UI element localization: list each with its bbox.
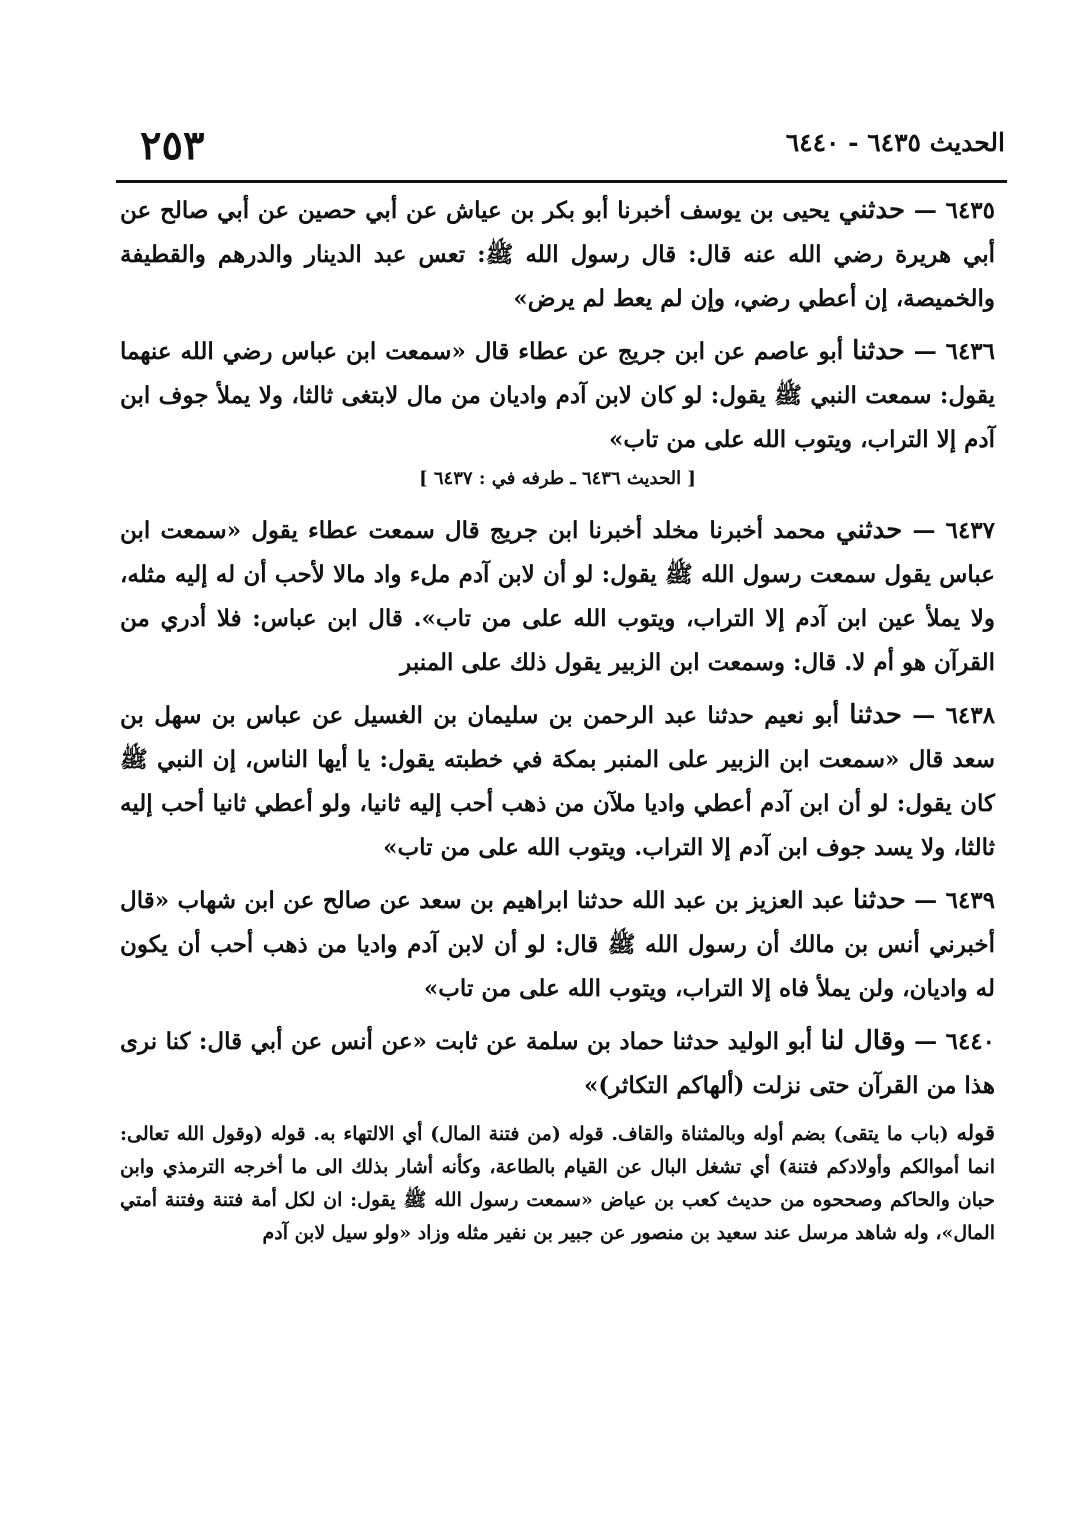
hadith-lead-word: حدثني — [835, 515, 903, 545]
hadith-lead-word: وقال لنا — [820, 1026, 906, 1056]
hadith-text: عبد العزيز بن عبد الله حدثنا ابراهيم بن سعد عن صالح عن ابن شهاب «قال أخبرني أنس بن مالك أن رسول الله ﷺ قال: لو أن لابن آدم واديا من ذهب أحب أن يكون له واديان، ولن يملأ فاه إلا التراب، ويتوب الله على من تاب» — [120, 887, 995, 1002]
hadith-text: محمد أخبرنا مخلد أخبرنا ابن جريج قال سمعت عطاء يقول «سمعت ابن عباس يقول سمعت رسول الله ﷺ يقول: لو أن لابن آدم ملء واد مالا لأحب أن له إليه مثله، ولا يملأ عين ابن آدم إلا التراب، ويتوب الله على من تاب». قال ابن عباس: فلا أدري من القرآن هو أم لا. قال: وسمعت ابن الزبير يقول ذلك على المنبر — [120, 517, 995, 676]
page-header — [118, 122, 1005, 178]
header-divider — [116, 180, 1007, 183]
hadith-6437: ٦٤٣٧ — حدثني محمد أخبرنا مخلد أخبرنا ابن جريج قال سمعت عطاء يقول «سمعت ابن عباس يقول سمعت رسول الله ﷺ يقول: لو أن لابن آدم ملء واد مالا لأحب أن له إليه مثله، ولا يملأ عين ابن آدم إلا التراب، ويتوب الله على من تاب». قال ابن عباس: فلا أدري من القرآن هو أم لا. قال: وسمعت ابن الزبير يقول ذلك على المنبر — [120, 515, 996, 676]
cross-reference-note: [ الحديث ٦٤٣٦ ـ طرفه في : ٦٤٣٧ ] — [419, 468, 696, 489]
page-body — [120, 188, 995, 1269]
hadith-number: ٦٤٣٨ — [945, 702, 995, 729]
commentary-text: (باب ما يتقى) بضم أوله وبالمثناة والقاف. قوله (من فتنة المال) أي الالتهاء به. قوله (وقول الله تعالى: انما أموالكم وأولادكم فتنة) أي تشغل البال عن القيام بالطاعة، وكأنه أشار بذلك الى ما أخرجه الترمذي وابن حبان والحاكم وصححوه من حديث كعب بن عياض «سمعت رسول الله ﷺ يقول: ان لكل أمة فتنة وفتنة أمتي المال»، وله شاهد مرسل عند سعيد بن منصور عن جبير بن نفير مثله وزاد «ولو سيل لابن آدم — [120, 1123, 995, 1244]
hadith-number: ٦٤٣٧ — [945, 517, 996, 544]
hadith-number: ٦٤٣٦ — [945, 338, 996, 365]
commentary-block — [120, 1116, 995, 1250]
hadith-number: ٦٤٣٩ — [945, 887, 996, 914]
hadith-text: أبو الوليد حدثنا حماد بن سلمة عن ثابت «عن أنس عن أبي قال: كنا نرى هذا من القرآن حتى نزلت (ألهاكم التكاثر)» — [120, 1028, 995, 1099]
hadith-lead-word: حدثنا — [849, 700, 902, 730]
hadith-text: أبو نعيم حدثنا عبد الرحمن بن سليمان بن الغسيل عن عباس بن سهل بن سعد قال «سمعت ابن الزبير على المنبر بمكة في خطبته يقول: يا أيها الناس، إن النبي ﷺ كان يقول: لو أن ابن آدم أعطي واديا ملآن من ذهب أحب إليه ثانيا، ولو أعطي ثانيا أحب إليه ثالثا، ولا يسد جوف ابن آدم إلا التراب. ويتوب الله على من تاب» — [120, 702, 995, 861]
commentary-lead-word: قوله — [956, 1120, 996, 1145]
page-number: ٢٥٣ — [140, 122, 205, 169]
hadith-6438: ٦٤٣٨ — حدثنا أبو نعيم حدثنا عبد الرحمن بن سليمان بن الغسيل عن عباس بن سهل بن سعد قال «سمعت ابن الزبير على المنبر بمكة في خطبته يقول: يا أيها الناس، إن النبي ﷺ كان يقول: لو أن ابن آدم أعطي واديا ملآن من ذهب أحب إليه ثانيا، ولو أعطي ثانيا أحب إليه ثالثا، ولا يسد جوف ابن آدم إلا التراب. ويتوب الله على من تاب» — [120, 700, 995, 861]
hadith-text: أبو عاصم عن ابن جريج عن عطاء قال «سمعت ابن عباس رضي الله عنهما يقول: سمعت النبي ﷺ يقول: لو كان لابن آدم واديان من مال لابتغى ثالثا، ولا يملأ جوف ابن آدم إلا التراب، ويتوب الله على من تاب» — [120, 338, 995, 453]
hadith-number: ٦٤٤٠ — [945, 1028, 996, 1055]
hadith-lead-word: حدثني — [838, 195, 906, 225]
hadith-lead-word: حدثنا — [852, 336, 905, 366]
hadith-6436: ٦٤٣٦ — حدثنا أبو عاصم عن ابن جريج عن عطاء قال «سمعت ابن عباس رضي الله عنهما يقول: سمعت النبي ﷺ يقول: لو كان لابن آدم واديان من مال لابتغى ثالثا، ولا يملأ جوف ابن آدم إلا التراب، ويتوب الله على من تاب» — [120, 336, 996, 453]
hadith-range-heading: الحديث ٦٤٣٥ - ٦٤٤٠ — [785, 128, 1005, 157]
hadith-6439: ٦٤٣٩ — حدثنا عبد العزيز بن عبد الله حدثنا ابراهيم بن سعد عن صالح عن ابن شهاب «قال أخبرني أنس بن مالك أن رسول الله ﷺ قال: لو أن لابن آدم واديا من ذهب أحب أن يكون له واديان، ولن يملأ فاه إلا التراب، ويتوب الله على من تاب» — [120, 885, 996, 1002]
hadith-6440: ٦٤٤٠ — وقال لنا أبو الوليد حدثنا حماد بن سلمة عن ثابت «عن أنس عن أبي قال: كنا نرى هذا من القرآن حتى نزلت (ألهاكم التكاثر)» — [120, 1026, 996, 1099]
hadith-lead-word: حدثنا — [853, 885, 906, 915]
hadith-number: ٦٤٣٥ — [945, 197, 996, 224]
hadith-text: يحيى بن يوسف أخبرنا أبو بكر بن عياش عن أبي حصين عن أبي صالح عن أبي هريرة رضي الله عنه قال: قال رسول الله ﷺ: تعس عبد الدينار والدرهم والقطيفة والخميصة، إن أعطي رضي، وإن لم يعط لم يرض» — [120, 197, 995, 312]
hadith-6435: ٦٤٣٥ — حدثني يحيى بن يوسف أخبرنا أبو بكر بن عياش عن أبي حصين عن أبي صالح عن أبي هريرة رضي الله عنه قال: قال رسول الله ﷺ: تعس عبد الدينار والدرهم والقطيفة والخميصة، إن أعطي رضي، وإن لم يعط لم يرض» — [120, 195, 996, 312]
